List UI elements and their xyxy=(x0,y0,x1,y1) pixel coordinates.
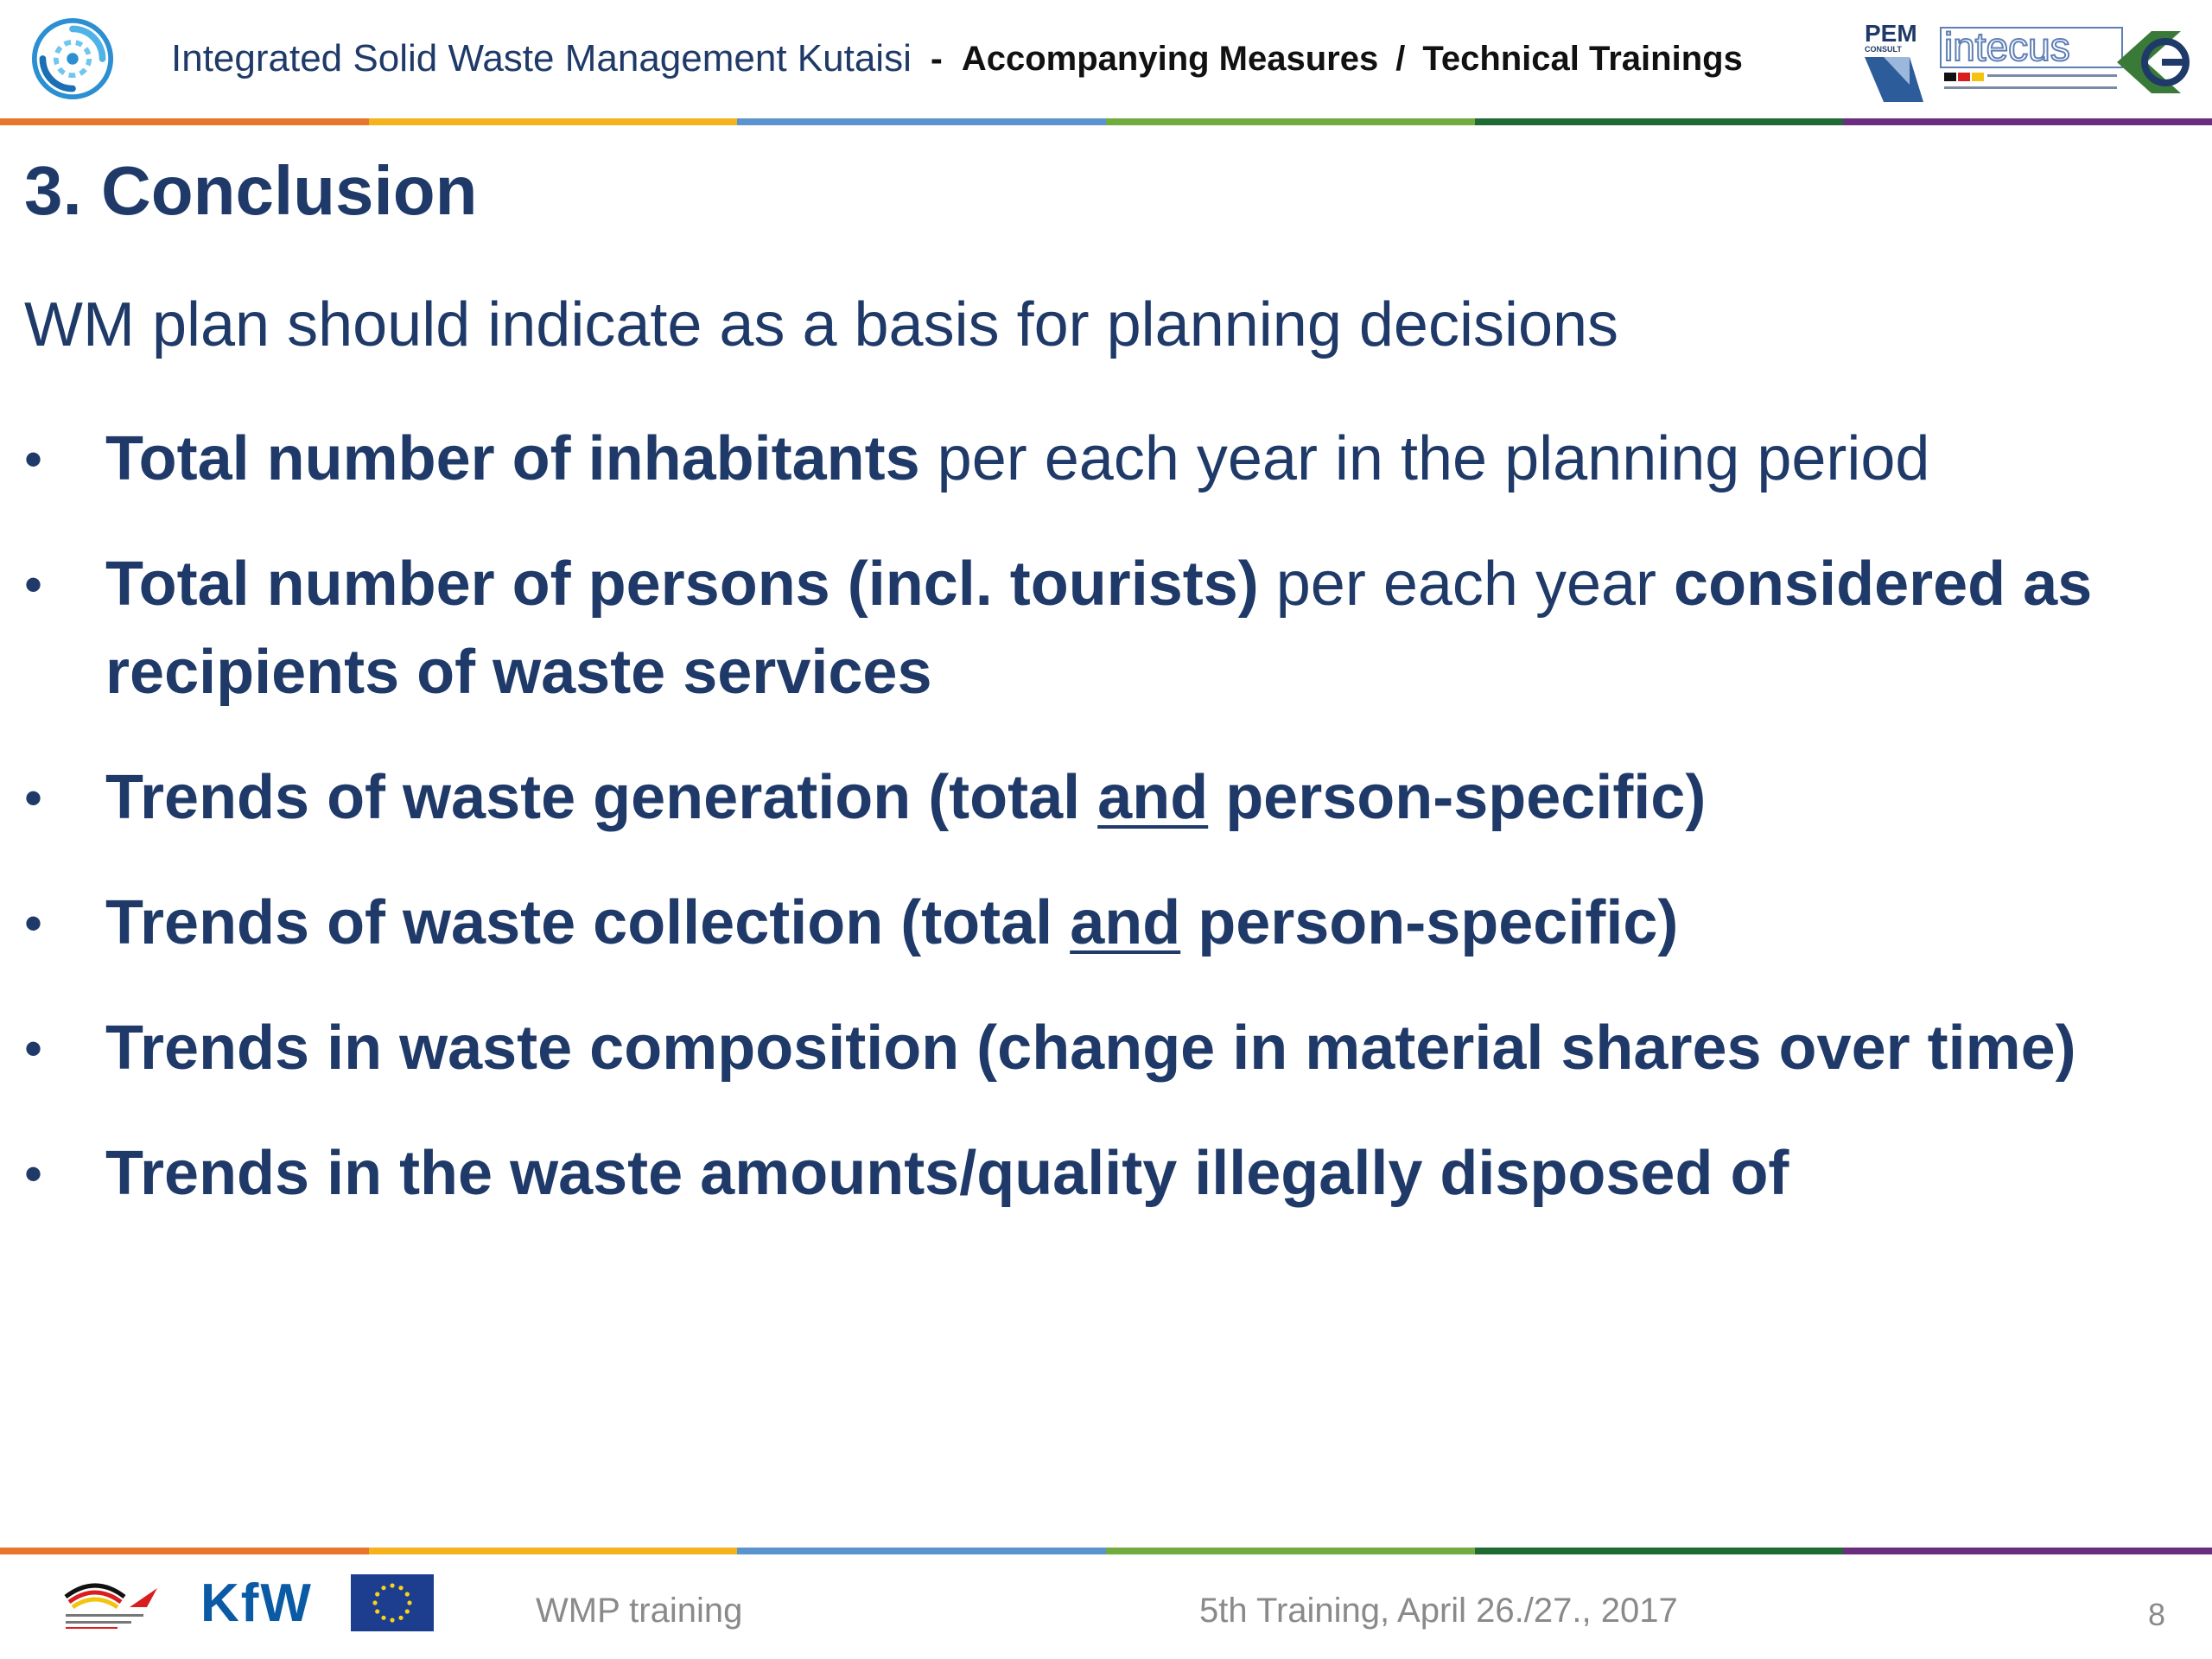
bullet-text-underlined: and xyxy=(1097,763,1209,832)
kfw-logo: KfW xyxy=(200,1573,313,1633)
bullet-text-bold: Trends of waste collection (total xyxy=(105,888,1071,957)
consult-logo-text: CONSULT xyxy=(1865,45,1902,54)
stripe-segment-yellow xyxy=(369,118,738,125)
bullet-dot-icon: • xyxy=(24,1145,43,1203)
partner-logos-icon xyxy=(1858,16,2190,105)
bullet-text-bold: Trends in the waste amounts/quality illegally disposed of xyxy=(105,1139,1789,1208)
bullet-text-bold: considered as recipients of waste services xyxy=(105,550,2093,707)
pem-logo-text: PEM xyxy=(1865,20,1917,47)
bullet-text xyxy=(105,415,2179,503)
eu-flag-icon xyxy=(351,1574,434,1631)
bullet-text-bold: Total number of inhabitants xyxy=(105,424,920,493)
breadcrumb-accompanying-measures: Accompanying Measures xyxy=(961,39,1379,78)
stripe-segment-green xyxy=(1106,118,1475,125)
footer-training-label: WMP training xyxy=(536,1592,743,1630)
stripe-segment-yellow xyxy=(369,1548,738,1554)
bullet-text-regular: per each year xyxy=(1258,550,1675,619)
bullet-text xyxy=(105,1129,2179,1217)
stripe-segment-blue xyxy=(737,118,1106,125)
header-separator: - xyxy=(930,38,943,79)
bullet-text xyxy=(105,753,2179,842)
slide-header xyxy=(0,0,2212,121)
project-title: Integrated Solid Waste Management Kutaisi xyxy=(171,37,912,79)
stripe-segment-blue xyxy=(737,1548,1106,1554)
bullet-text-bold: person-specific) xyxy=(1180,888,1679,957)
stripe-segment-purple xyxy=(1843,118,2212,125)
page-number: 8 xyxy=(2148,1597,2166,1632)
footer-logos xyxy=(60,1568,434,1637)
footer-training-date: 5th Training, April 26./27., 2017 xyxy=(1199,1592,1678,1630)
stripe-segment-purple xyxy=(1843,1548,2212,1554)
bullet-dot-icon: • xyxy=(24,430,43,488)
bullet-text-bold: Trends in waste composition (change in material shares over time) xyxy=(105,1014,2076,1083)
bullet-dot-icon: • xyxy=(24,894,43,952)
stripe-segment-darkgreen xyxy=(1475,1548,1844,1554)
footer-color-stripe xyxy=(0,1548,2212,1554)
bullet-text-bold: person-specific) xyxy=(1208,763,1707,832)
header-title-row xyxy=(171,33,1743,85)
intecus-logo-text: intecus xyxy=(1944,24,2070,69)
bullet-text xyxy=(105,879,2179,967)
stripe-segment-orange xyxy=(0,118,369,125)
breadcrumb-technical-trainings: Technical Trainings xyxy=(1422,39,1743,78)
bullet-text-regular: per each year in the planning period xyxy=(919,424,1930,493)
intro-text: WM plan should indicate as a basis for planning decisions xyxy=(24,290,1619,359)
bullet-dot-icon: • xyxy=(24,556,43,613)
bullet-text-bold: Total number of persons (incl. tourists) xyxy=(105,550,1259,619)
stripe-segment-darkgreen xyxy=(1475,118,1844,125)
stripe-segment-orange xyxy=(0,1548,369,1554)
bullet-dot-icon: • xyxy=(24,769,43,827)
slide-title: 3. Conclusion xyxy=(24,152,478,229)
bullet-text-bold: Trends of waste generation (total xyxy=(105,763,1098,832)
header-color-stripe xyxy=(0,118,2212,125)
bullet-text xyxy=(105,1004,2179,1092)
bullet-text xyxy=(105,540,2179,716)
swirl-logo-icon xyxy=(31,17,114,100)
bullet-text-underlined: and xyxy=(1070,888,1181,957)
stripe-segment-green xyxy=(1106,1548,1475,1554)
breadcrumb-separator: / xyxy=(1395,39,1406,78)
bullet-dot-icon: • xyxy=(24,1020,43,1077)
german-cooperation-logo-icon xyxy=(60,1573,164,1633)
